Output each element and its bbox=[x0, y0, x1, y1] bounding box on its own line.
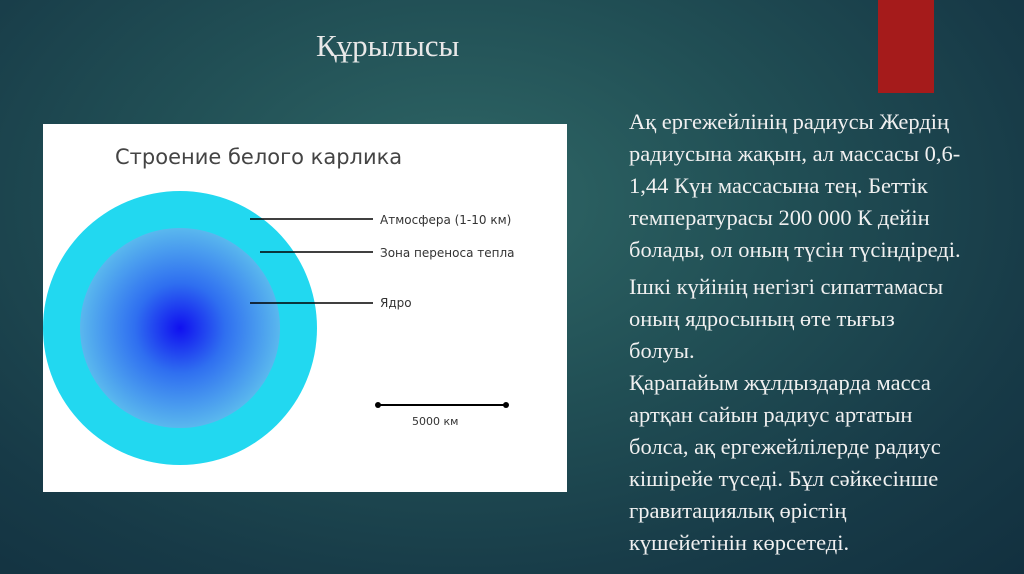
scale-label: 5000 км bbox=[412, 415, 459, 428]
scale-end-right bbox=[503, 402, 509, 408]
body-text bbox=[629, 106, 961, 559]
label-zone: Зона переноса тепла bbox=[380, 246, 515, 260]
diagram-title: Строение белого карлика bbox=[115, 145, 403, 169]
text-line: Ішкі күйінің негізгі сипаттамасы bbox=[629, 274, 944, 299]
text-line: болса, ақ ергежейлілерде радиус bbox=[629, 434, 941, 459]
text-line: температурасы 200 000 К дейін bbox=[629, 205, 930, 230]
scale-end-left bbox=[375, 402, 381, 408]
label-atmosphere: Атмосфера (1-10 км) bbox=[380, 213, 512, 227]
text-line: күшейетінін көрсетеді. bbox=[629, 530, 850, 555]
text-line: болады, ол оның түсін түсіндіреді. bbox=[629, 237, 961, 262]
text-line: болуы. bbox=[629, 338, 695, 363]
text-line: Қарапайым жұлдыздарда масса bbox=[629, 370, 931, 395]
text-line: артқан сайын радиус артатын bbox=[629, 402, 913, 427]
label-core: Ядро bbox=[380, 296, 412, 310]
accent-bar bbox=[878, 0, 934, 93]
text-line: оның ядросының өте тығыз bbox=[629, 306, 895, 331]
text-line: радиусына жақын, ал массасы 0,6- bbox=[629, 141, 961, 166]
text-line: гравитациялық өрістің bbox=[629, 498, 847, 523]
core-region bbox=[80, 228, 280, 428]
text-line: кішірейе түседі. Бұл сәйкесінше bbox=[629, 466, 939, 491]
text-line: Ақ ергежейлінің радиусы Жердің bbox=[629, 109, 950, 134]
slide-title: Құрылысы bbox=[316, 28, 460, 63]
text-line: 1,44 Күн массасына тең. Беттік bbox=[629, 173, 928, 198]
white-dwarf-diagram bbox=[43, 124, 567, 492]
